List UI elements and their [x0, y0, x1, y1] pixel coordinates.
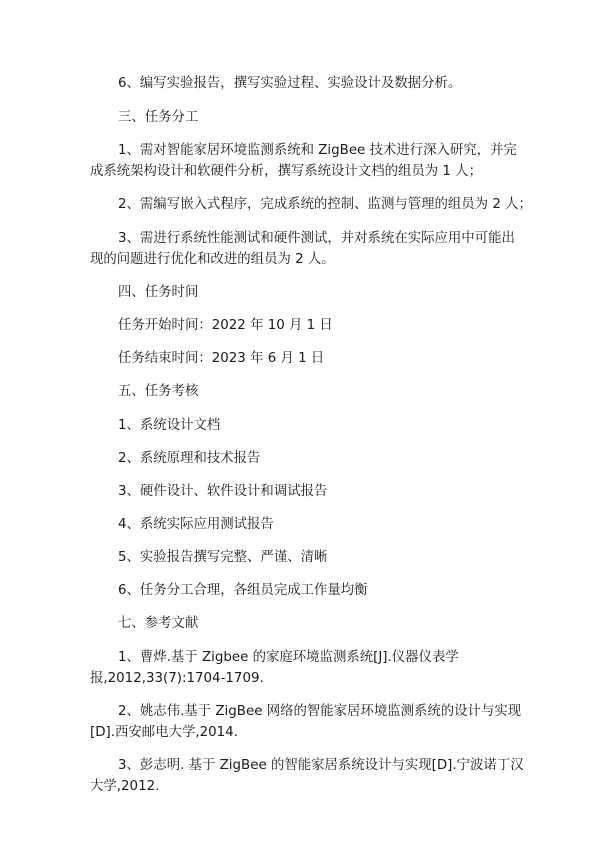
text-line: 3、需进行系统性能测试和硬件测试，并对系统在实际应用中可能出	[118, 231, 515, 246]
text-line: 1、需对智能家居环境监测系统和 ZigBee 技术进行深入研究，并完	[118, 143, 517, 158]
reference-line: 大学,2012.	[90, 779, 160, 794]
section-heading: 五、任务考核	[118, 384, 199, 399]
text-line: 任务开始时间：2022 年 10 月 1 日	[118, 318, 333, 333]
text-line: 6、编写实验报告，撰写实验过程、实验设计及数据分析。	[118, 76, 462, 91]
reference-line: 1、曹烨.基于 Zigbee 的家庭环境监测系统[J].仪器仪表学	[118, 650, 459, 665]
text-line: 6、任务分工合理，各组员完成工作量均衡	[118, 583, 368, 598]
reference-line: 2、姚志伟.基于 ZigBee 网络的智能家居环境监测系统的设计与实现	[118, 704, 522, 719]
text-line: 成系统架构设计和软硬件分析，撰写系统设计文档的组员为 1 人；	[90, 164, 482, 179]
text-line: 任务结束时间：2023 年 6 月 1 日	[118, 351, 325, 366]
reference-line: 3、彭志明. 基于 ZigBee 的智能家居系统设计与实现[D].宁波诺丁汉	[118, 758, 524, 773]
text-line: 4、系统实际应用测试报告	[118, 517, 274, 532]
section-heading: 三、任务分工	[118, 110, 199, 125]
reference-line: [D].西安邮电大学,2014.	[90, 725, 238, 740]
text-line: 5、实验报告撰写完整、严谨、清晰	[118, 550, 328, 565]
text-line: 3、硬件设计、软件设计和调试报告	[118, 484, 328, 499]
text-line: 1、系统设计文档	[118, 418, 221, 433]
text-line: 2、系统原理和技术报告	[118, 451, 261, 466]
text-line: 现的问题进行优化和改进的组员为 2 人。	[90, 252, 335, 267]
reference-line: 报,2012,33(7):1704-1709.	[90, 671, 264, 686]
section-heading: 四、任务时间	[118, 285, 199, 300]
section-heading: 七、参考文献	[118, 616, 199, 631]
text-line: 2、需编写嵌入式程序，完成系统的控制、监测与管理的组员为 2 人；	[118, 197, 532, 212]
